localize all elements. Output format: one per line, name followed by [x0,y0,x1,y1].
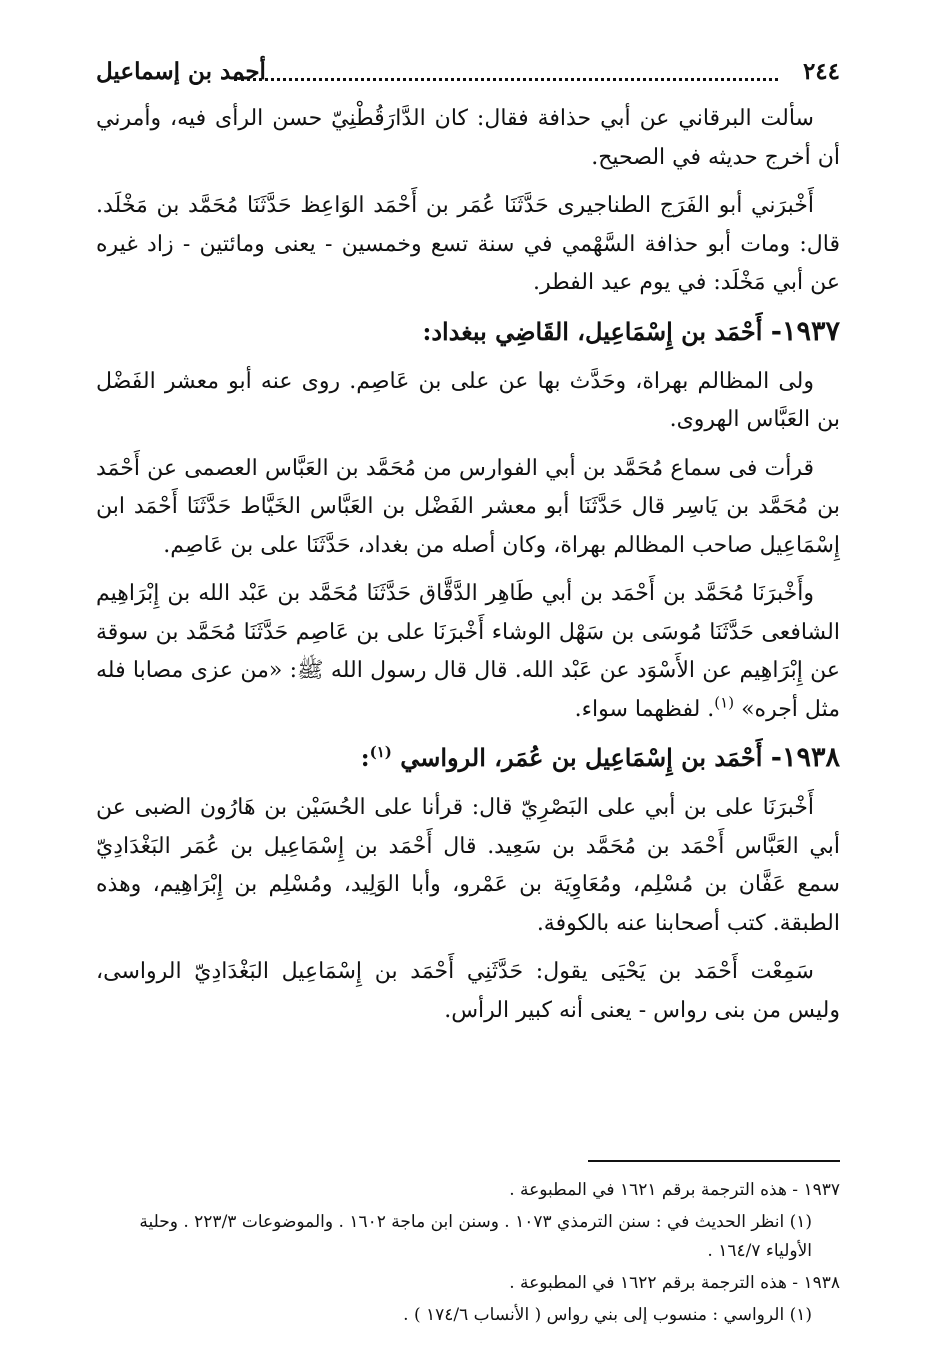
entry-heading-1937 [96,313,840,351]
footnote-4: (١) الرواسي : منسوب إلى بني رواس ( الأنساب ١٧٤/٦ ) . [403,1305,812,1325]
footnote-ref-1938: (١) [369,743,392,761]
footnote-1: ١٩٣٧ - هذه الترجمة برقم ١٦٢١ في المطبوعة . [509,1180,840,1200]
paragraph-3: ولى المظالم بهراة، وحَدَّث بها عن على بن عَاصِم. روى عنه أبو معشر الفَضْل بن العَبَّاس الهروى. [96,368,840,432]
entry-colon-1938: : [360,743,370,772]
paragraph-5 [96,575,840,729]
main-text [96,100,840,1040]
footnote-ref-1937: (١) [714,693,735,712]
paragraph-7: سَمِعْت أَحْمَد بن يَحْيَى يقول: حَدَّثَنِي أَحْمَد بن إِسْمَاعِيل البَغْدَادِيّ الرواسى، وليس من بنى رواس - يعنى أنه كبير الرأس. [96,959,840,1023]
paragraph-4: قرأت فى سماع مُحَمَّد بن أبي الفوارس من مُحَمَّد بن العَبَّاس العصمى عن أَحْمَد بن مُحَمَّد بن يَاسِر قال حَدَّثَنَا أبو معشر الفَضْل بن العَبَّاس الخَيَّاط حَدَّثَنَا أَحْمَد ابن إِسْمَاعِيل صاحب المظالم بهراة، وكان أصله من بغداد، حَدَّثَنَا على بن عَاصِم. [96,455,840,558]
paragraph-5-tail: . لفظهما سواء. [574,696,715,722]
running-head [96,58,840,98]
paragraph-5-text: وأَخْبرَنَا مُحَمَّد بن أَحْمَد بن أبي طَاهِر الدَّقَّاق حَدَّثَنَا مُحَمَّد بن عَبْد الله بن إِبْرَاهِيم الشافعى حَدَّثَنَا مُوسَى بن سَهْل الوشاء أَخْبرَنَا على بن عَاصِم حَدَّثَنَا مُحَمَّد بن سوقة عن إِبْرَاهِيم عن الأَسْوَد عن عَبْد الله. قال قال رسول الله ﷺ: «من عزى مصابا فله مثل أجره» [96,581,840,722]
paragraph-2: أَخْبرَني أبو الفَرَج الطناجيرى حَدَّثَنَا عُمَر بن أَحْمَد الوَاعِظ حَدَّثَنَا مُحَمَّد بن مَخْلَد. قال: ومات أبو حذافة السَّهْمي في سنة تسع وخمسين - يعنى ومائتين - زاد غيره عن أبي مَخْلَد: في يوم عيد الفطر. [96,193,840,295]
footnotes [100,1176,840,1333]
entry-heading-1938 [96,739,840,777]
paragraph-1: سألت البرقاني عن أبي حذافة فقال: كان الدَّارَقُطْنِيّ حسن الرأى فيه، وأمرني أن أخرج حديثه في الصحيح. [96,106,840,170]
footnote-divider [588,1160,840,1162]
running-title: أحمد بن إسماعيل [96,58,266,85]
entry-number-1938: ١٩٣٨- [770,742,840,773]
page-number: ٢٤٤ [802,58,840,85]
footnote-2: (١) انظر الحديث في : سنن الترمذي ١٠٧٣ . وسنن ابن ماجة ١٦٠٢ . والموضوعات ٢٢٣/٣ . وحلية الأولياء ١٦٤/٧ . [139,1212,812,1261]
entry-number-1937: ١٩٣٧- [770,315,840,347]
footnote-3: ١٩٣٨ - هذه الترجمة برقم ١٦٢٢ في المطبوعة . [509,1273,840,1293]
paragraph-6: أَخْبرَنَا على بن أبي على البَصْرِيّ قال: قرأنا على الحُسَيْن بن هَارُون الضبى عن أبي العَبَّاس أَحْمَد بن مُحَمَّد بن سَعِيد. قال أَحْمَد بن إِسْمَاعِيل بن عُمَر البَغْدَادِيّ سمع عَفَّان بن مُسْلِم، ومُعَاوِيَة بن عَمْرو، وأبا الوَلِيد، ومُسْلِم بن إِبْرَاهِيم، وهذه الطبقة. كتب أصحابنا عنه بالكوفة. [96,795,840,936]
entry-title-1937: أَحْمَد بن إِسْمَاعِيل، القَاضِي ببغداد: [422,316,763,346]
entry-title-1938: أَحْمَد بن إِسْمَاعِيل بن عُمَر، الرواسي [400,743,763,772]
dot-leader [234,60,778,81]
